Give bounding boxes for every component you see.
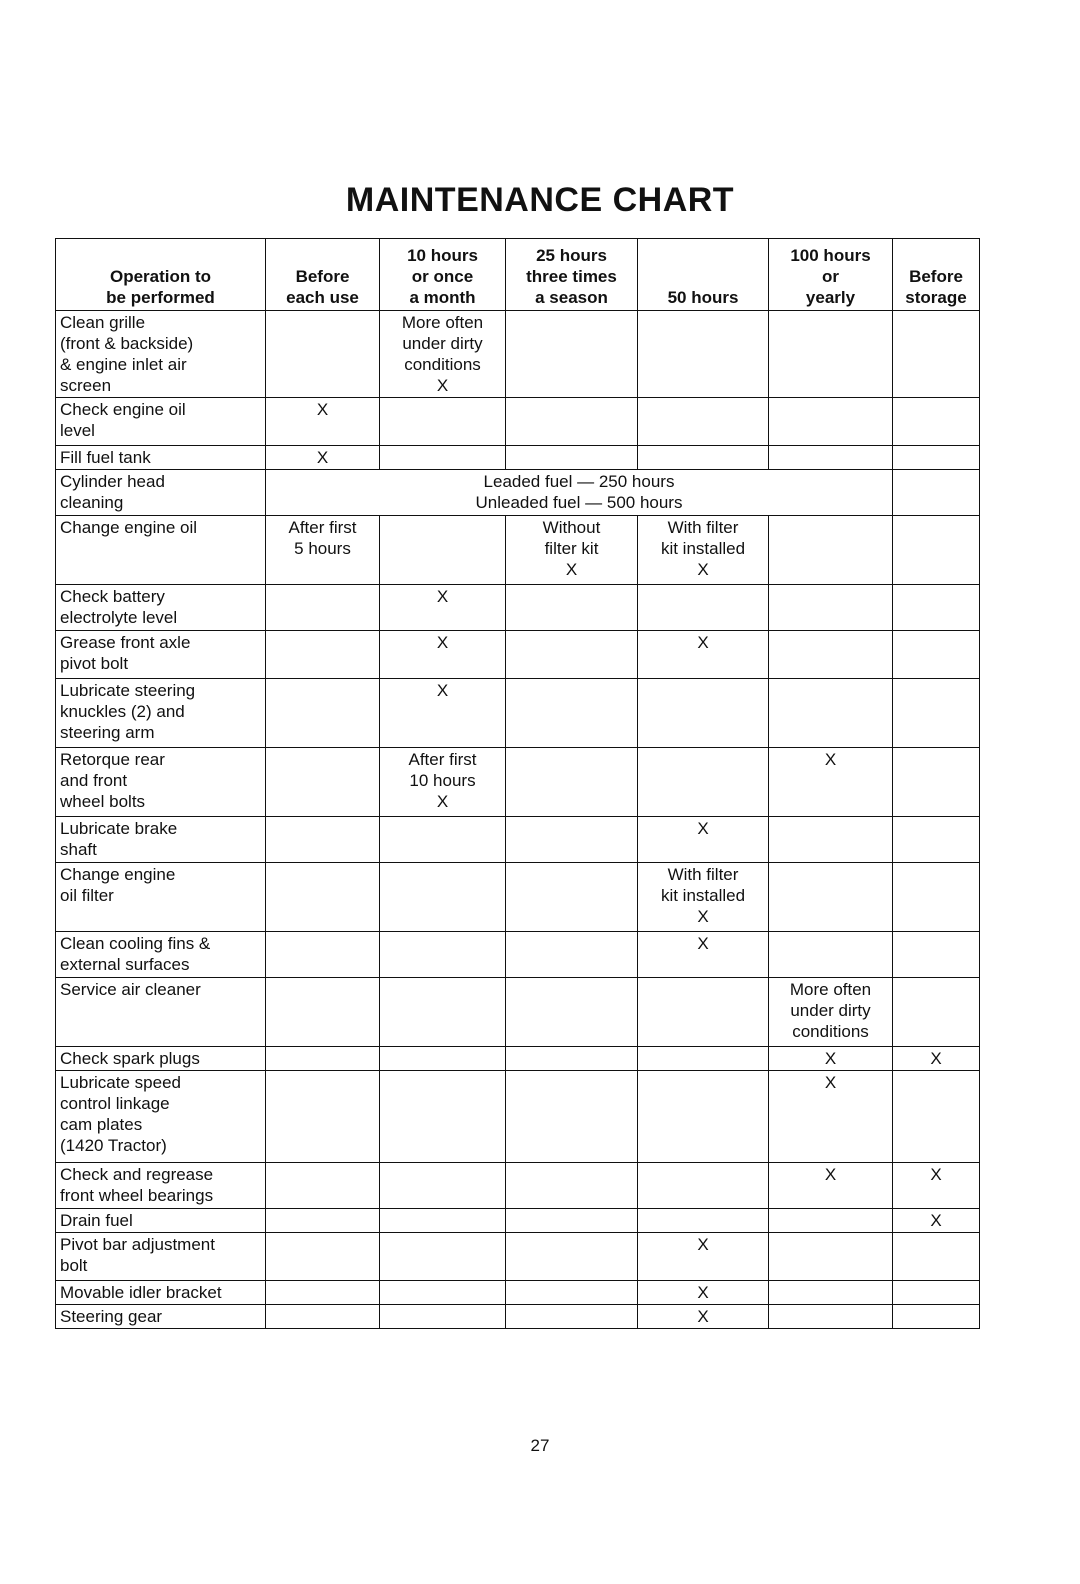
schedule-cell (380, 585, 506, 631)
schedule-cell (266, 311, 380, 398)
schedule-cell (638, 1281, 769, 1305)
cell-line: Change engine (60, 865, 176, 884)
operation-cell (56, 679, 266, 748)
schedule-cell (769, 1071, 893, 1163)
cell-line: X (316, 400, 329, 419)
cell-line: Drain fuel (60, 1211, 133, 1230)
schedule-cell (266, 585, 380, 631)
cell-line: Before (909, 267, 963, 286)
schedule-cell (380, 978, 506, 1047)
schedule-cell (638, 631, 769, 679)
cell-line: Steering gear (60, 1307, 163, 1326)
cell-line: Before (295, 267, 350, 286)
cell-line: or (822, 267, 839, 286)
cell-line: conditions (792, 1022, 869, 1041)
cell-line: Check spark plugs (60, 1049, 200, 1068)
page-title: MAINTENANCE CHART (345, 181, 735, 219)
cell-line: kit installed (660, 886, 746, 905)
schedule-cell (769, 516, 893, 585)
cell-line: X (436, 587, 449, 606)
schedule-cell (266, 398, 380, 446)
cell-line: Operation to (109, 267, 212, 286)
schedule-cell (769, 446, 893, 470)
schedule-cell (893, 311, 980, 398)
operation-cell (56, 863, 266, 932)
table-row (56, 516, 980, 585)
schedule-cell (893, 1047, 980, 1071)
schedule-cell (893, 679, 980, 748)
operation-cell (56, 1163, 266, 1209)
cell-line: X (436, 376, 449, 395)
cell-line: Cylinder head (60, 472, 165, 491)
cell-line: Retorque rear (60, 750, 165, 769)
schedule-cell (380, 1233, 506, 1281)
operation-cell (56, 1233, 266, 1281)
table-row (56, 398, 980, 446)
cell-line: under dirty (402, 334, 483, 353)
schedule-cell (638, 516, 769, 585)
cell-line: With filter (667, 518, 739, 537)
schedule-cell (380, 679, 506, 748)
operation-cell (56, 817, 266, 863)
cell-line: Pivot bar adjustment (60, 1235, 215, 1254)
cell-line: X (930, 1049, 942, 1068)
cell-line: X (565, 560, 578, 579)
schedule-cell (506, 446, 638, 470)
table-row (56, 679, 980, 748)
schedule-cell (506, 932, 638, 978)
schedule-cell (380, 446, 506, 470)
cell-line: X (824, 1049, 837, 1068)
schedule-cell (266, 516, 380, 585)
schedule-cell (893, 1305, 980, 1329)
cell-line: X (697, 1283, 709, 1302)
cell-line: Unleaded fuel — 500 hours (475, 493, 683, 512)
cell-line: each use (286, 288, 359, 307)
schedule-cell (380, 1281, 506, 1305)
schedule-cell (380, 1305, 506, 1329)
operation-cell (56, 1071, 266, 1163)
merged-interval-cell (266, 470, 893, 516)
cell-line: X (436, 792, 449, 811)
schedule-cell (506, 585, 638, 631)
schedule-cell (506, 631, 638, 679)
maintenance-table (55, 238, 980, 1329)
schedule-cell (506, 863, 638, 932)
cell-line: Clean cooling fins & (60, 934, 211, 953)
operation-cell (56, 1209, 266, 1233)
schedule-cell (638, 1163, 769, 1209)
cell-line: filter kit (544, 539, 599, 558)
page-number: 27 (530, 1436, 550, 1455)
operation-cell (56, 1047, 266, 1071)
cell-line: be performed (106, 288, 215, 307)
schedule-cell (506, 1047, 638, 1071)
operation-cell (56, 470, 266, 516)
schedule-cell (380, 932, 506, 978)
schedule-cell (266, 631, 380, 679)
cell-line: (front & backside) (60, 334, 194, 353)
schedule-cell (266, 1071, 380, 1163)
schedule-cell (769, 817, 893, 863)
cell-line: Lubricate steering (60, 681, 196, 700)
operation-cell (56, 748, 266, 817)
schedule-cell (893, 1209, 980, 1233)
table-row (56, 1047, 980, 1071)
schedule-cell (380, 817, 506, 863)
schedule-cell (893, 932, 980, 978)
cell-line: Movable idler bracket (60, 1283, 222, 1302)
cell-line: a month (409, 288, 476, 307)
table-row (56, 1305, 980, 1329)
operation-cell (56, 516, 266, 585)
schedule-cell (769, 1047, 893, 1071)
schedule-cell (506, 311, 638, 398)
column-header (769, 239, 893, 311)
operation-cell (56, 398, 266, 446)
cell-line: X (697, 1307, 709, 1326)
table-row (56, 817, 980, 863)
cell-line: X (697, 560, 709, 579)
schedule-cell (506, 748, 638, 817)
table-row (56, 863, 980, 932)
schedule-cell (769, 585, 893, 631)
schedule-cell (380, 1209, 506, 1233)
schedule-cell (638, 446, 769, 470)
table-row (56, 1163, 980, 1209)
cell-line: Leaded fuel — 250 hours (483, 472, 675, 491)
schedule-cell (893, 863, 980, 932)
operation-cell (56, 1281, 266, 1305)
table-row (56, 748, 980, 817)
cell-line: X (824, 1073, 837, 1092)
schedule-cell (506, 1233, 638, 1281)
cell-line: Service air cleaner (60, 980, 201, 999)
table-row (56, 446, 980, 470)
cell-line: 10 hours (409, 771, 476, 790)
schedule-cell (506, 1163, 638, 1209)
cell-line: X (436, 681, 449, 700)
schedule-cell (380, 1071, 506, 1163)
schedule-cell (506, 1305, 638, 1329)
operation-cell (56, 446, 266, 470)
schedule-cell (380, 311, 506, 398)
schedule-cell (638, 1209, 769, 1233)
cell-line: kit installed (660, 539, 746, 558)
cell-line: Change engine oil (60, 518, 198, 537)
cell-line: More often (789, 980, 872, 999)
cell-line: (1420 Tractor) (60, 1136, 167, 1155)
cell-line: shaft (60, 840, 97, 859)
schedule-cell (506, 978, 638, 1047)
schedule-cell (266, 932, 380, 978)
cell-line: 5 hours (294, 539, 351, 558)
schedule-cell (638, 1071, 769, 1163)
table-row (56, 932, 980, 978)
schedule-cell (380, 863, 506, 932)
operation-cell (56, 1305, 266, 1329)
cell-line: X (436, 633, 449, 652)
table-body (56, 311, 980, 1329)
schedule-cell (266, 1209, 380, 1233)
column-header (380, 239, 506, 311)
table-row (56, 1209, 980, 1233)
cell-line: or once (411, 267, 474, 286)
cell-line: under dirty (790, 1001, 871, 1020)
cell-line: X (930, 1165, 942, 1184)
operation-cell (56, 585, 266, 631)
schedule-cell (893, 585, 980, 631)
schedule-cell (893, 1233, 980, 1281)
cell-line: With filter (667, 865, 739, 884)
schedule-cell (638, 978, 769, 1047)
cell-line: oil filter (60, 886, 114, 905)
schedule-cell (506, 1209, 638, 1233)
schedule-cell (893, 748, 980, 817)
schedule-cell (506, 1071, 638, 1163)
cell-line: X (930, 1211, 942, 1230)
schedule-cell (266, 1233, 380, 1281)
cell-line: X (697, 819, 709, 838)
schedule-cell (638, 863, 769, 932)
cell-line: and front (60, 771, 128, 790)
cell-line: yearly (805, 288, 856, 307)
table-row (56, 978, 980, 1047)
schedule-cell (638, 398, 769, 446)
operation-cell (56, 631, 266, 679)
schedule-cell (638, 1047, 769, 1071)
schedule-cell (380, 1047, 506, 1071)
schedule-cell (506, 817, 638, 863)
table-row (56, 1233, 980, 1281)
operation-cell (56, 311, 266, 398)
schedule-cell (893, 1281, 980, 1305)
cell-line: conditions (404, 355, 481, 374)
cell-line: After first (408, 750, 477, 769)
cell-line: three times (526, 267, 617, 286)
schedule-cell (638, 817, 769, 863)
schedule-cell (893, 516, 980, 585)
cell-line: X (824, 1165, 837, 1184)
cell-line: X (697, 907, 709, 926)
schedule-cell (769, 1163, 893, 1209)
cell-line: steering arm (60, 723, 155, 742)
cell-line: & engine inlet air (60, 355, 187, 374)
cell-line: bolt (60, 1256, 88, 1275)
column-header (638, 239, 769, 311)
cell-line: control linkage (60, 1094, 170, 1113)
operation-cell (56, 978, 266, 1047)
cell-line: Clean grille (60, 313, 146, 332)
schedule-cell (380, 748, 506, 817)
cell-line: Lubricate brake (60, 819, 178, 838)
schedule-cell (769, 863, 893, 932)
cell-line: More often (401, 313, 484, 332)
schedule-cell (380, 398, 506, 446)
cell-line: external surfaces (60, 955, 190, 974)
schedule-cell (638, 932, 769, 978)
schedule-cell (380, 631, 506, 679)
cell-line: X (697, 934, 709, 953)
schedule-cell (769, 398, 893, 446)
cell-line: pivot bolt (60, 654, 129, 673)
cell-line: a season (535, 288, 608, 307)
schedule-cell (893, 470, 980, 516)
cell-line: Lubricate speed (60, 1073, 181, 1092)
cell-line: Grease front axle (60, 633, 191, 652)
table-row (56, 1281, 980, 1305)
schedule-cell (769, 1233, 893, 1281)
cell-line: After first (288, 518, 357, 537)
schedule-cell (266, 1305, 380, 1329)
cell-line: 10 hours (407, 246, 478, 265)
table-row (56, 631, 980, 679)
schedule-cell (893, 817, 980, 863)
schedule-cell (266, 1281, 380, 1305)
schedule-cell (638, 1305, 769, 1329)
cell-line: cleaning (60, 493, 124, 512)
schedule-cell (769, 932, 893, 978)
cell-line: Check battery (60, 587, 165, 606)
schedule-cell (769, 1209, 893, 1233)
table-row (56, 470, 980, 516)
schedule-cell (638, 748, 769, 817)
table-header (56, 239, 980, 311)
schedule-cell (266, 978, 380, 1047)
schedule-cell (506, 516, 638, 585)
schedule-cell (893, 1163, 980, 1209)
schedule-cell (380, 1163, 506, 1209)
schedule-cell (769, 1281, 893, 1305)
schedule-cell (638, 585, 769, 631)
table-row (56, 585, 980, 631)
cell-line: knuckles (2) and (60, 702, 185, 721)
schedule-cell (506, 398, 638, 446)
cell-line: level (60, 421, 95, 440)
column-header (266, 239, 380, 311)
schedule-cell (506, 679, 638, 748)
cell-line: Check and regrease (60, 1165, 214, 1184)
cell-line: screen (60, 376, 112, 395)
schedule-cell (266, 863, 380, 932)
cell-line: X (697, 633, 709, 652)
schedule-cell (769, 311, 893, 398)
column-header (506, 239, 638, 311)
cell-line: X (697, 1235, 709, 1254)
cell-line: Fill fuel tank (60, 448, 151, 467)
schedule-cell (638, 311, 769, 398)
cell-line: Without (542, 518, 601, 537)
schedule-cell (266, 679, 380, 748)
cell-line: Check engine oil (60, 400, 186, 419)
schedule-cell (638, 679, 769, 748)
column-header (893, 239, 980, 311)
cell-line: storage (905, 288, 967, 307)
cell-line: X (824, 750, 837, 769)
schedule-cell (769, 679, 893, 748)
table-row (56, 1071, 980, 1163)
schedule-cell (893, 978, 980, 1047)
cell-line: cam plates (60, 1115, 143, 1134)
cell-line: X (316, 448, 329, 467)
schedule-cell (266, 1047, 380, 1071)
schedule-cell (266, 817, 380, 863)
cell-line: 50 hours (667, 288, 739, 307)
table-row (56, 311, 980, 398)
cell-line: wheel bolts (60, 792, 146, 811)
schedule-cell (769, 978, 893, 1047)
schedule-cell (638, 1233, 769, 1281)
cell-line: front wheel bearings (60, 1186, 214, 1205)
schedule-cell (893, 1071, 980, 1163)
header-row (56, 239, 980, 311)
schedule-cell (769, 631, 893, 679)
cell-line: 100 hours (790, 246, 871, 265)
schedule-cell (266, 748, 380, 817)
schedule-cell (893, 631, 980, 679)
schedule-cell (380, 516, 506, 585)
schedule-cell (893, 398, 980, 446)
cell-line: electrolyte level (60, 608, 178, 627)
schedule-cell (506, 1281, 638, 1305)
column-header (56, 239, 266, 311)
schedule-cell (769, 748, 893, 817)
operation-cell (56, 932, 266, 978)
schedule-cell (769, 1305, 893, 1329)
schedule-cell (266, 446, 380, 470)
cell-line: 25 hours (536, 246, 607, 265)
schedule-cell (266, 1163, 380, 1209)
schedule-cell (893, 446, 980, 470)
